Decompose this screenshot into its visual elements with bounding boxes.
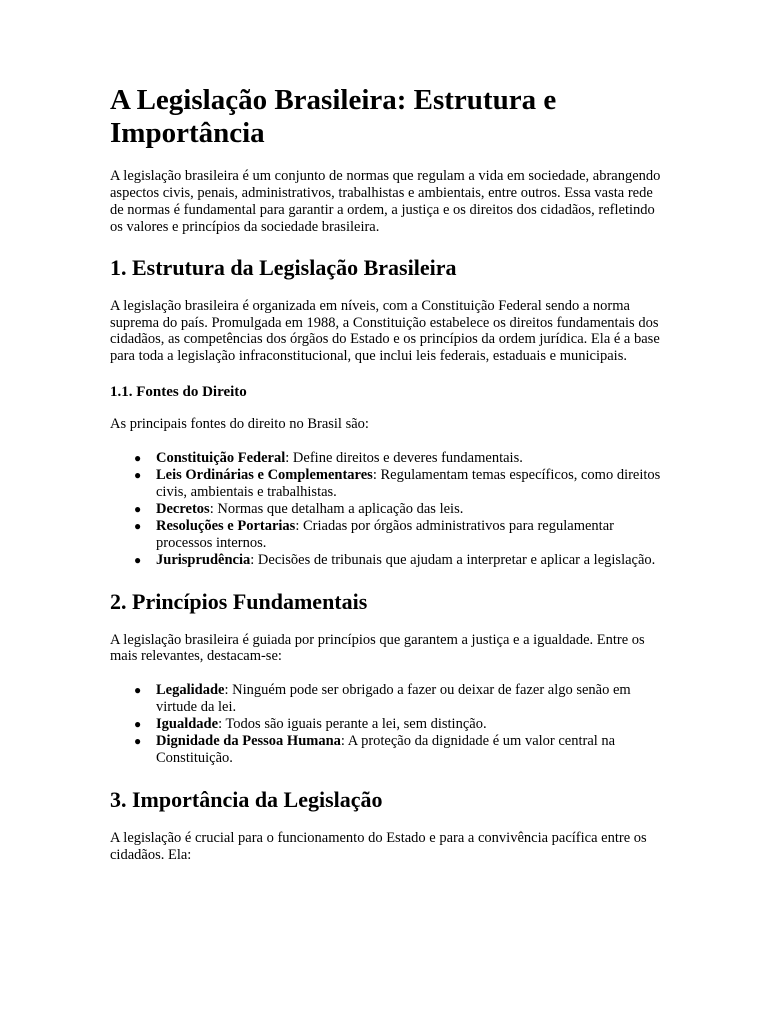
section-3-paragraph: A legislação é crucial para o funcionamento do Estado e para a convivência pacífica entre os cidadãos. Ela: <box>110 829 647 863</box>
list-item-text: : A proteção da dignidade é um valor central na Constituição. <box>156 733 616 766</box>
bullet-icon: ● <box>134 468 142 483</box>
section-1-paragraph: A legislação brasileira é organizada em níveis, com a Constituição Federal sendo a norma suprema do país. Promulgada em 1988, a Constituição estabelece os direitos fundamentais dos cidadãos, as competências dos órgãos do Estado e os princípios da ordem jurídica. Ela é a base para toda a legislação infraconstitucional, que inclui leis federais, estaduais e municipais. <box>110 297 660 365</box>
list-item <box>134 716 668 733</box>
list-item-term: Constituição Federal <box>156 450 286 467</box>
document-title: A Legislação Brasileira: Estrutura e Importância <box>110 84 557 149</box>
bullet-icon: ● <box>134 552 142 567</box>
list-item-text: : Normas que detalham a aplicação das leis. <box>209 500 464 517</box>
intro-paragraph: A legislação brasileira é um conjunto de normas que regulam a vida em sociedade, abrangendo aspectos civis, penais, administrativos, trabalhistas e ambientais, entre outros. Essa vasta rede de normas é fundamental para garantir a ordem, a justiça e os direitos dos cidadãos, refletindo os valores e princípios da sociedade brasileira. <box>110 168 661 235</box>
list-item-text: : Decisões de tribunais que ajudam a interpretar e aplicar a legislação. <box>250 551 656 568</box>
bullet-icon: ● <box>134 518 142 533</box>
list-item <box>134 551 668 569</box>
list-item <box>134 500 668 518</box>
list-item <box>134 733 668 767</box>
bullet-icon: ● <box>134 451 142 466</box>
bullet-icon: ● <box>134 501 142 516</box>
list-item-term: Igualdade <box>156 716 219 733</box>
principles-list <box>110 682 668 767</box>
section-3-heading: 3. Importância da Legislação <box>110 786 383 812</box>
list-item-term: Jurisprudência <box>156 551 251 568</box>
list-item-text: : Criadas por órgãos administrativos para regulamentar processos internos. <box>156 517 614 551</box>
list-item <box>134 467 668 501</box>
list-item <box>134 517 668 552</box>
bullet-icon: ● <box>134 717 142 732</box>
list-item <box>134 450 668 467</box>
list-item-text: : Define direitos e deveres fundamentais. <box>285 450 523 467</box>
subsection-1-1-intro: As principais fontes do direito no Brasil são: <box>110 416 369 433</box>
bullet-icon: ● <box>134 683 142 698</box>
bullet-icon: ● <box>134 734 142 749</box>
list-item-term: Resoluções e Portarias <box>156 517 296 534</box>
list-item <box>134 682 668 716</box>
section-2-heading: 2. Princípios Fundamentais <box>110 588 368 614</box>
list-item-text: : Todos são iguais perante a lei, sem distinção. <box>218 716 487 733</box>
list-item-text: : Regulamentam temas específicos, como direitos civis, ambientais e trabalhistas. <box>156 467 661 500</box>
subsection-1-1-heading: 1.1. Fontes do Direito <box>110 384 247 401</box>
list-item-term: Legalidade <box>156 682 225 699</box>
section-2-paragraph: A legislação brasileira é guiada por princípios que garantem a justiça e a igualdade. Entre os mais relevantes, destacam-se: <box>110 631 645 665</box>
list-item-term: Leis Ordinárias e Complementares <box>156 467 373 484</box>
list-item-term: Decretos <box>156 500 210 517</box>
list-item-text: : Ninguém pode ser obrigado a fazer ou deixar de fazer algo senão em virtude da lei. <box>156 682 631 716</box>
section-1-heading: 1. Estrutura da Legislação Brasileira <box>110 254 457 280</box>
sources-list <box>110 450 668 568</box>
list-item-term: Dignidade da Pessoa Humana <box>156 733 341 750</box>
